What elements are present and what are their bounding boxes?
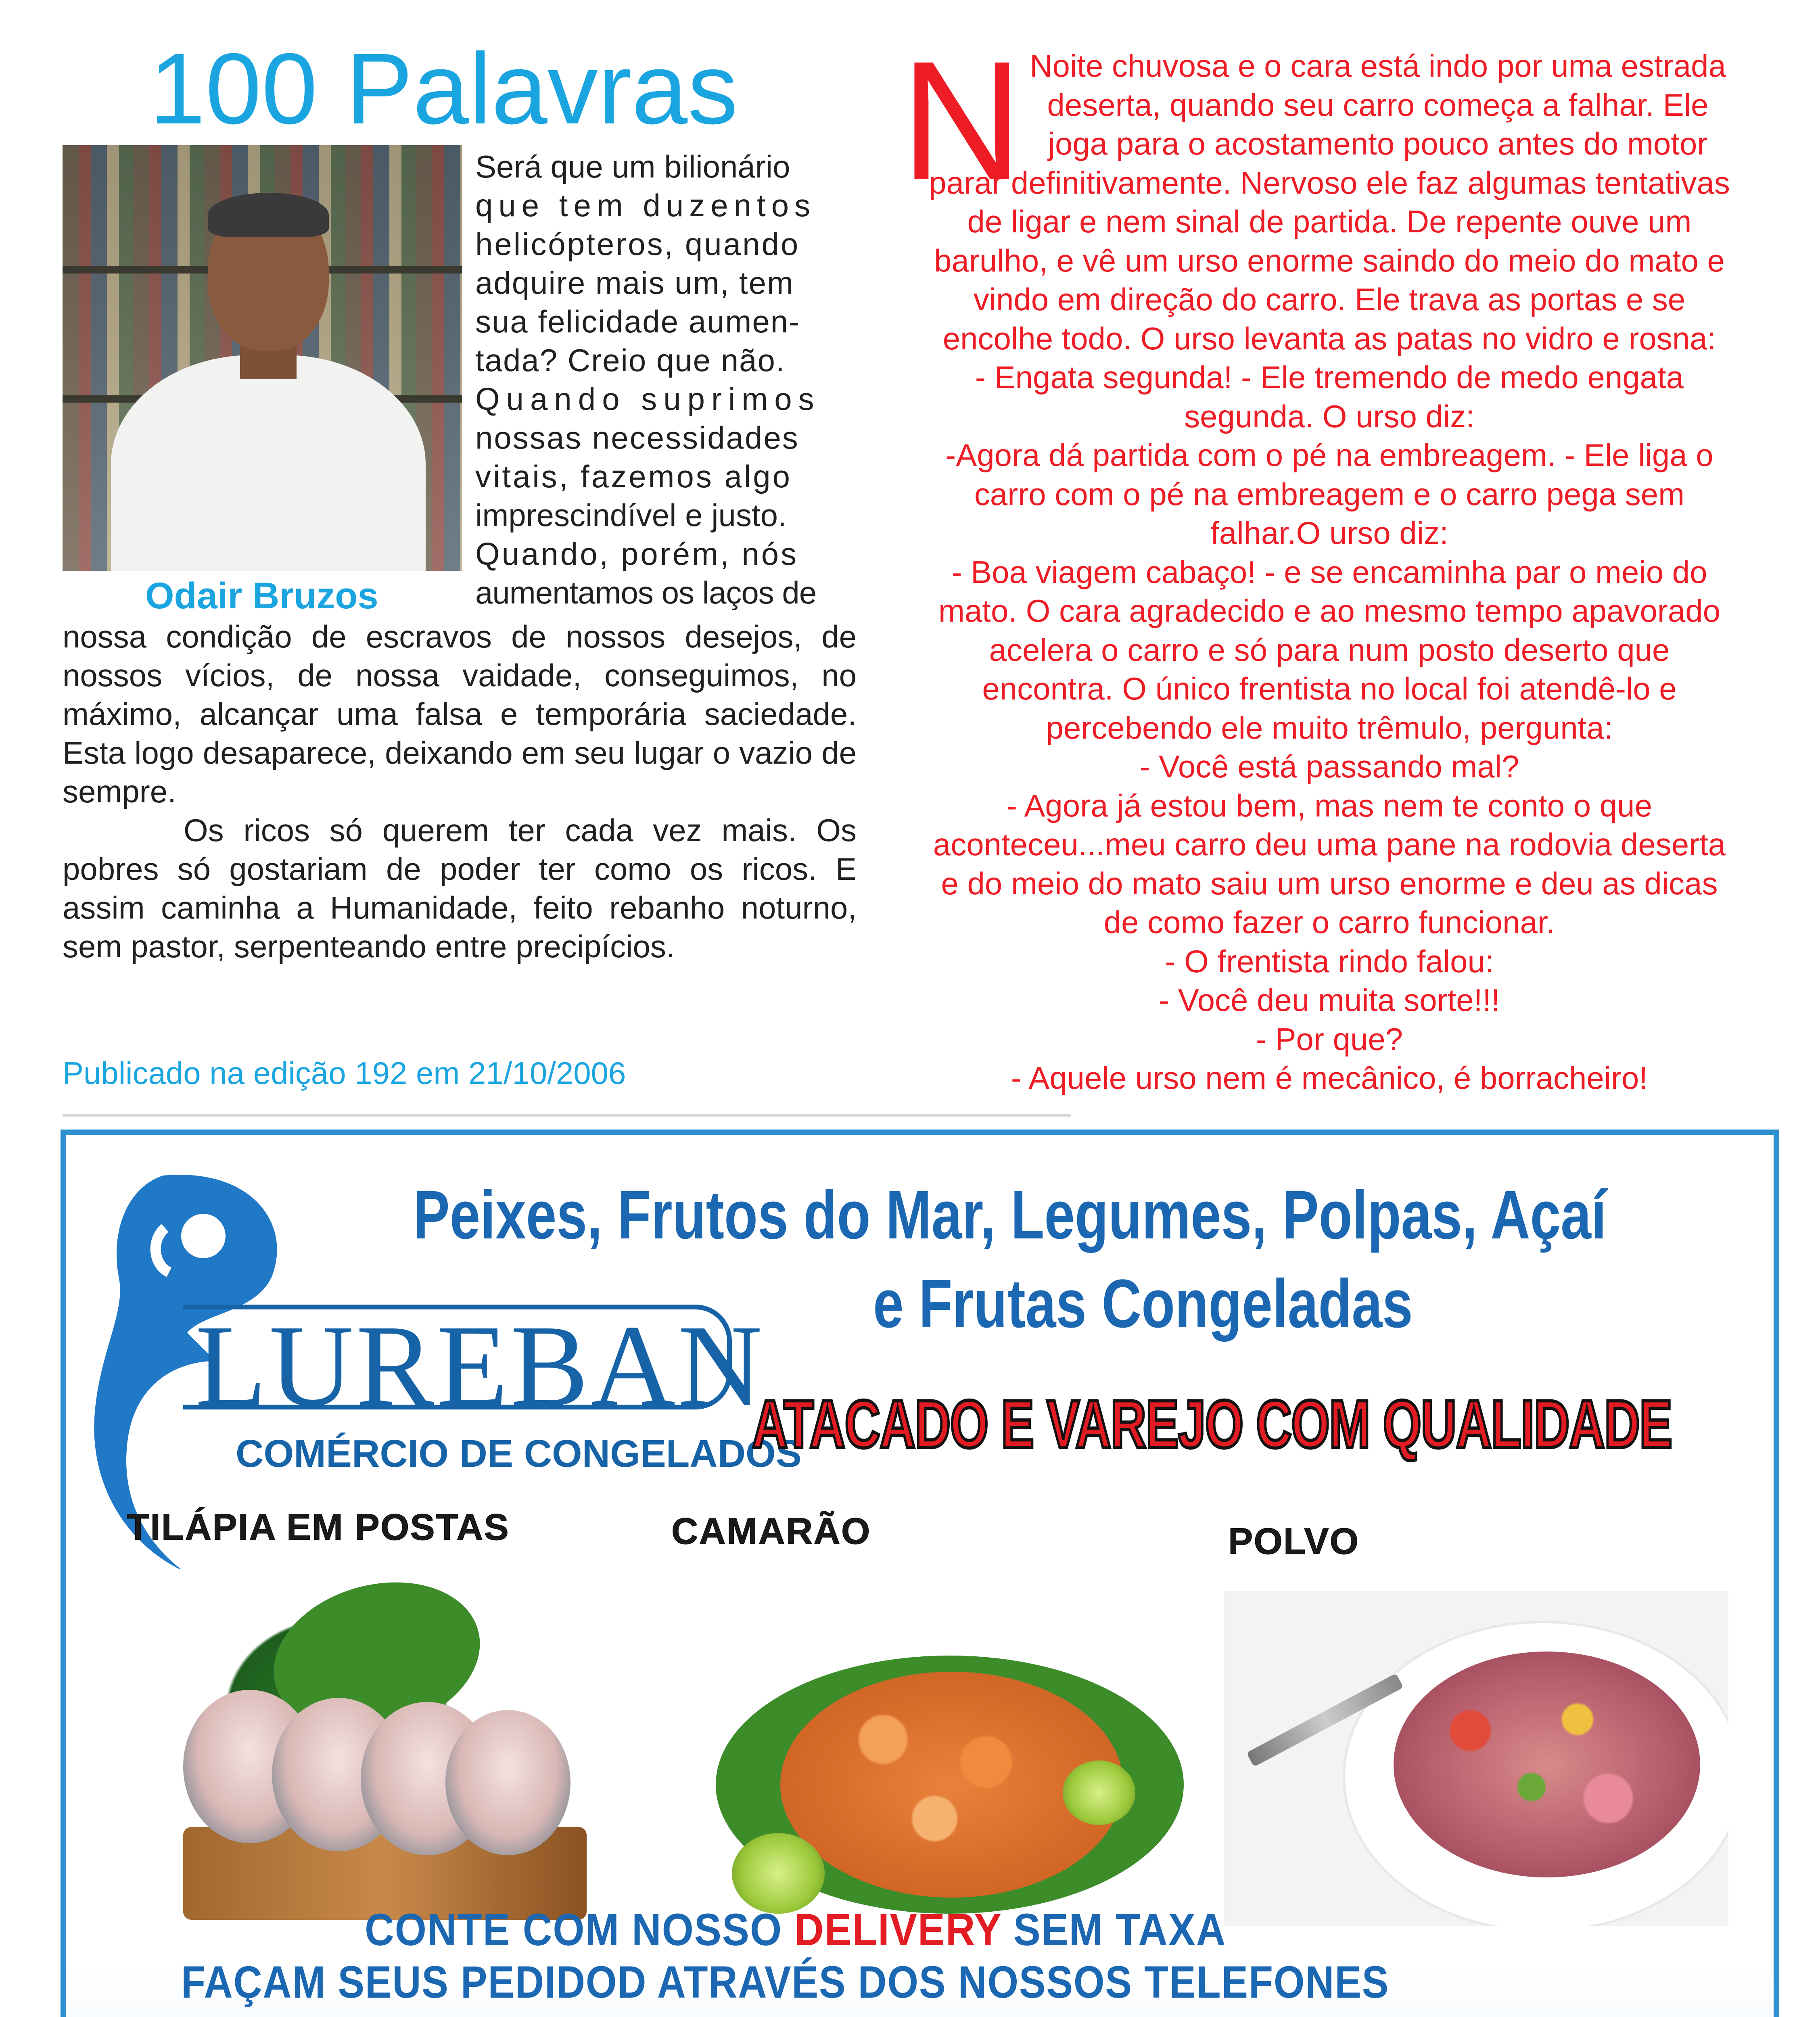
intro-line: imprescindível e justo. — [475, 497, 787, 533]
story-line: - Você deu muita sorte!!! — [1159, 982, 1500, 1018]
story-line: - O frentista rindo falou: — [1165, 943, 1494, 979]
story-line: e do meio do mato saiu um urso enorme e deu as dicas — [941, 865, 1718, 901]
delivery-line — [365, 1904, 1226, 1956]
story-line: barulho, e vê um urso enorme saindo do meio do mato e — [934, 242, 1725, 278]
ad-headline-2: e Frutas Congeladas — [873, 1265, 1413, 1342]
story-line: percebendo ele muito trêmulo, pergunta: — [1046, 710, 1613, 745]
brand-subtitle: COMÉRCIO DE CONGELADOS — [236, 1432, 802, 1475]
story-line: encontra. O único frentista no local foi atendê-lo e — [982, 671, 1677, 706]
story-dropcap: N — [901, 26, 1023, 215]
lureban-advertisement — [61, 1130, 1779, 2017]
story-line: - Boa viagem cabaço! - e se encaminha par o meio do — [951, 554, 1707, 590]
story-line: - Você está passando mal? — [1139, 749, 1519, 784]
story-line: aconteceu...meu carro deu uma pane na rodovia deserta — [933, 827, 1726, 862]
story-line: de como fazer o carro funcionar. — [1103, 904, 1555, 940]
story-line: -Agora dá partida com o pé na embreagem. - Ele liga o — [945, 437, 1713, 473]
author-photo — [63, 145, 462, 571]
intro-line: aumentamos os laços de — [475, 575, 817, 610]
story-line: Noite chuvosa e o cara está indo por uma estrada — [1030, 48, 1726, 84]
publication-note: Publicado na edição 192 em 21/10/2006 — [63, 1055, 626, 1091]
tilapia-image — [167, 1569, 591, 1924]
column-title: 100 Palavras — [149, 32, 738, 145]
story-line: carro com o pé na embreagem e o carro pega sem — [974, 476, 1685, 512]
intro-line: Será que um bilionário — [475, 149, 790, 184]
story-line: segunda. O urso diz: — [1184, 398, 1475, 434]
intro-line: tada? Creio que não. — [475, 342, 786, 378]
intro-line: adquire mais um, tem — [475, 265, 794, 301]
story-line: vindo em direção do carro. Ele trava as portas e se — [973, 282, 1686, 317]
story-line: - Por que? — [1256, 1021, 1403, 1057]
column-paragraph: Os ricos só querem ter cada vez mais. Os pobres só gostariam de poder ter como os ricos. E assim caminha a Humanidade, feito rebanho noturno, sem pastor, serpenteando entre precipícios. — [63, 812, 857, 964]
delivery-word: DELIVERY — [794, 1904, 1001, 1955]
octopus-image — [1224, 1591, 1728, 1926]
story-line: de ligar e nem sinal de partida. De repente ouve um — [967, 204, 1692, 239]
story-line: parar definitivamente. Nervoso ele faz algumas tentativas — [929, 165, 1730, 200]
story-line: mato. O cara agradecido e ao mesmo tempo apavorado — [938, 593, 1721, 628]
order-line: FAÇAM SEUS PEDIDOD ATRAVÉS DOS NOSSOS TELEFONES — [181, 1957, 1390, 2007]
brand-name: LUREBAN — [195, 1301, 765, 1430]
story-line: - Engata segunda! - Ele tremendo de medo engata — [975, 359, 1684, 395]
story-line: encolhe todo. O urso levanta as patas no vidro e rosna: — [942, 320, 1716, 356]
section-divider — [63, 1114, 1071, 1117]
intro-line: sua felicidade aumen- — [475, 304, 800, 339]
product-label-shrimp: CAMARÃO — [671, 1511, 871, 1552]
delivery-text-post: SEM TAXA — [1001, 1904, 1227, 1955]
column-body — [63, 617, 857, 966]
intro-line: Quando, porém, nós — [475, 536, 799, 572]
story-line: joga para o acostamento pouco antes do motor — [1048, 126, 1708, 161]
story-line: - Agora já estou bem, mas nem te conto o que — [1007, 787, 1652, 823]
story-line: deserta, quando seu carro começa a falhar. Ele — [1047, 87, 1709, 123]
author-name: Odair Bruzos — [145, 575, 378, 616]
intro-line: helicópteros, quando — [475, 226, 800, 262]
column-intro — [475, 147, 857, 612]
joke-story — [900, 46, 1759, 1098]
intro-line: Quando suprimos — [475, 381, 821, 417]
column-paragraph: nossa condição de escravos de nossos desejos, de nossos vícios, de nossa vaidade, conseguimos, no máximo, alcançar uma falsa e temporária saciedade. Esta logo desaparece, deixando em seu lugar o vazio de sempre. — [63, 619, 857, 809]
intro-line: nossas necessidades — [475, 420, 799, 455]
ad-slogan: ATACADO E VAREJO COM QUALIDADE — [752, 1386, 1672, 1462]
intro-line: que tem duzentos — [475, 188, 816, 223]
product-label-tilapia: TILÁPIA EM POSTAS — [127, 1507, 510, 1548]
intro-line: vitais, fazemos algo — [475, 459, 792, 494]
story-line: - Aquele urso nem é mecânico, é borracheiro! — [1011, 1060, 1648, 1096]
story-line: acelera o carro e só para num posto deserto que — [989, 632, 1670, 668]
delivery-text-pre: CONTE COM NOSSO — [365, 1904, 794, 1955]
shrimp-image — [675, 1551, 1224, 1946]
ad-headline: Peixes, Frutos do Mar, Legumes, Polpas, Açaí — [413, 1177, 1607, 1253]
product-label-octopus: POLVO — [1228, 1521, 1360, 1562]
story-line: falhar.O urso diz: — [1210, 515, 1448, 551]
